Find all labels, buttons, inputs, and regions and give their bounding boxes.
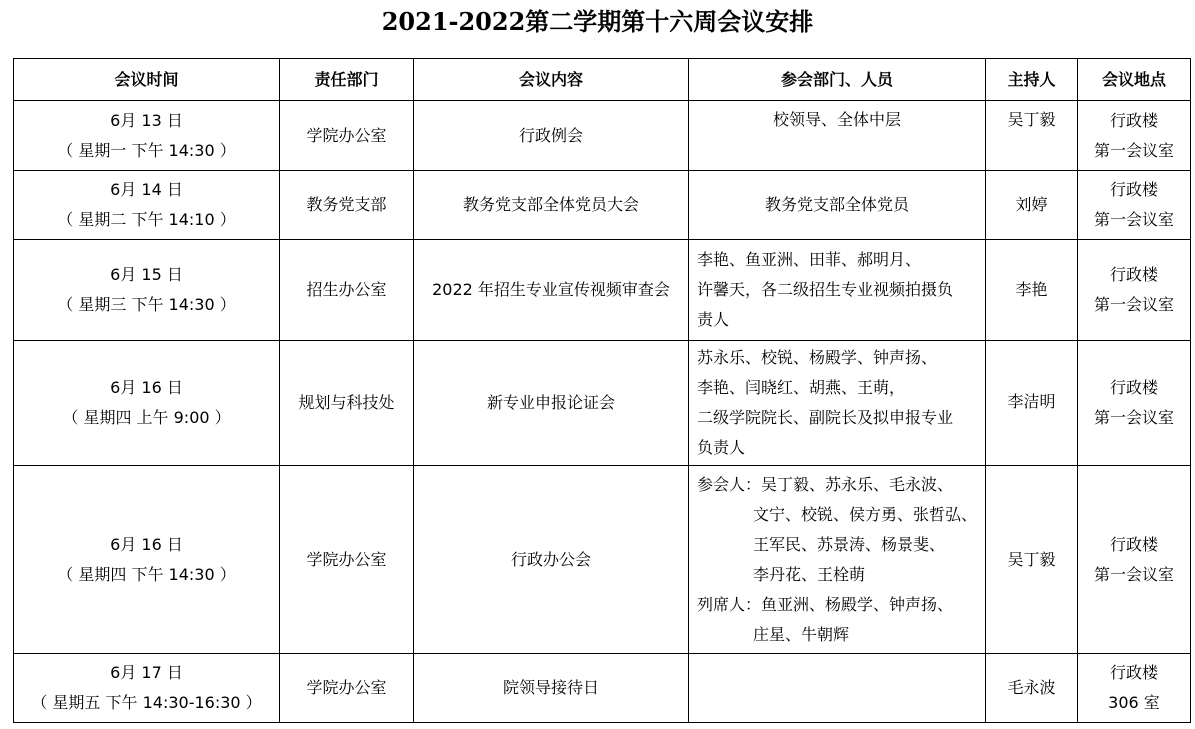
meeting-time-cell: [14, 101, 280, 171]
host-name: 李洁明: [1007, 392, 1056, 411]
header-host: 主持人: [986, 59, 1078, 101]
attendees-line: 王军民、苏景涛、杨景斐、: [753, 534, 946, 554]
table-header-row: [14, 59, 1191, 101]
content-cell: 行政办公会: [414, 466, 689, 654]
host-name: 李艳: [1015, 280, 1048, 299]
location-cell: [1078, 101, 1191, 171]
location-building: 行政楼: [1109, 534, 1158, 554]
department-cell: 学院办公室: [280, 654, 414, 723]
attendees-line: 李艳、闫晓红、胡燕、王萌，: [697, 378, 906, 397]
location-building: 行政楼: [1109, 663, 1158, 682]
location-room: 第一会议室: [1093, 408, 1174, 427]
attendees-line: 教务党支部全体党员: [764, 195, 909, 214]
meeting-date: 6月 16 日: [110, 378, 183, 397]
location-cell: [1078, 466, 1191, 654]
meeting-date: 6月 16 日: [110, 534, 183, 554]
department-cell: 教务党支部: [280, 171, 414, 240]
attendees-line: 参会人：吴丁毅、苏永乐、毛永波、: [697, 474, 954, 494]
table-row: [14, 341, 1191, 466]
host-cell: [986, 171, 1078, 240]
attendees-line: 责人: [697, 310, 730, 329]
meeting-weekday-time: （ 星期五 下午 14:30-16:30 ）: [31, 693, 262, 712]
department-cell: 招生办公室: [280, 240, 414, 341]
meeting-date: 6月 15 日: [110, 265, 183, 284]
meeting-date: 6月 13 日: [110, 110, 183, 130]
meeting-weekday-time: （ 星期三 下午 14:30 ）: [57, 295, 236, 314]
host-name: 吴丁毅: [1007, 549, 1056, 569]
attendees-line: 二级学院院长、副院长及拟申报专业: [697, 408, 954, 427]
attendees-line: 许馨天，各二级招生专业视频拍摄负: [697, 280, 954, 299]
table-row: [14, 171, 1191, 240]
location-building: 行政楼: [1109, 110, 1158, 130]
meeting-date: 6月 17 日: [110, 663, 183, 682]
attendees-cell: [689, 101, 986, 171]
location-cell: [1078, 240, 1191, 341]
observers-line: 庄星、牛朝辉: [753, 624, 850, 644]
content-cell: 新专业申报论证会: [414, 341, 689, 466]
meeting-weekday-time: （ 星期四 上午 9:00 ）: [62, 408, 231, 427]
table-row: [14, 466, 1191, 654]
attendees-cell: [689, 466, 986, 654]
table-row: [14, 101, 1191, 171]
location-cell: [1078, 654, 1191, 723]
location-building: 行政楼: [1109, 180, 1158, 199]
header-content: 会议内容: [414, 59, 689, 101]
location-room: 306 室: [1108, 693, 1160, 712]
host-name: 刘婷: [1015, 195, 1048, 214]
location-room: 第一会议室: [1093, 564, 1174, 584]
meeting-weekday-time: （ 星期二 下午 14:10 ）: [57, 210, 236, 229]
header-department: 责任部门: [280, 59, 414, 101]
meeting-time-cell: [14, 466, 280, 654]
attendees-line: 负责人: [697, 438, 746, 457]
attendees-cell: [689, 341, 986, 466]
location-cell: [1078, 171, 1191, 240]
location-room: 第一会议室: [1093, 295, 1174, 314]
host-name: 毛永波: [1007, 678, 1056, 697]
meeting-weekday-time: （ 星期四 下午 14:30 ）: [57, 564, 236, 584]
meeting-time-cell: [14, 654, 280, 723]
content-cell: 行政例会: [414, 101, 689, 171]
meeting-date: 6月 14 日: [110, 180, 183, 199]
host-cell: [986, 654, 1078, 723]
department-cell: 学院办公室: [280, 466, 414, 654]
meeting-time-cell: [14, 240, 280, 341]
table-row: [14, 240, 1191, 341]
content-cell: 院领导接待日: [414, 654, 689, 723]
page-title: 2021-2022第二学期第十六周会议安排: [381, 7, 814, 36]
content-cell: 2022 年招生专业宣传视频审查会: [414, 240, 689, 341]
content-cell: 教务党支部全体党员大会: [414, 171, 689, 240]
table-row: [14, 654, 1191, 723]
host-cell: [986, 240, 1078, 341]
attendees-cell: [689, 171, 986, 240]
location-cell: [1078, 341, 1191, 466]
observers-line: 列席人：鱼亚洲、杨殿学、钟声扬、: [697, 594, 954, 614]
attendees-line: 李艳、鱼亚洲、田菲、郝明月、: [697, 250, 922, 269]
meeting-schedule-table: [13, 58, 1191, 723]
attendees-cell: [689, 240, 986, 341]
attendees-line: 苏永乐、校锐、杨殿学、钟声扬、: [697, 348, 938, 367]
host-cell: [986, 101, 1078, 171]
location-room: 第一会议室: [1093, 210, 1174, 229]
location-building: 行政楼: [1109, 378, 1158, 397]
department-cell: 规划与科技处: [280, 341, 414, 466]
meeting-time-cell: [14, 341, 280, 466]
header-location: 会议地点: [1078, 59, 1191, 101]
attendees-line: 李丹花、王栓萌: [753, 564, 866, 584]
header-meeting-time: 会议时间: [14, 59, 280, 101]
department-cell: 学院办公室: [280, 101, 414, 171]
host-cell: [986, 466, 1078, 654]
meeting-weekday-time: （ 星期一 下午 14:30 ）: [57, 140, 236, 160]
location-room: 第一会议室: [1093, 140, 1174, 160]
host-name: 吴丁毅: [1007, 110, 1056, 129]
attendees-line: 校领导、全体中层: [772, 110, 901, 129]
host-cell: [986, 341, 1078, 466]
attendees-cell: [689, 654, 986, 723]
meeting-time-cell: [14, 171, 280, 240]
attendees-line: 文宁、校锐、侯方勇、张哲弘、: [753, 504, 978, 524]
location-building: 行政楼: [1109, 265, 1158, 284]
header-attendees: 参会部门、人员: [689, 59, 986, 101]
